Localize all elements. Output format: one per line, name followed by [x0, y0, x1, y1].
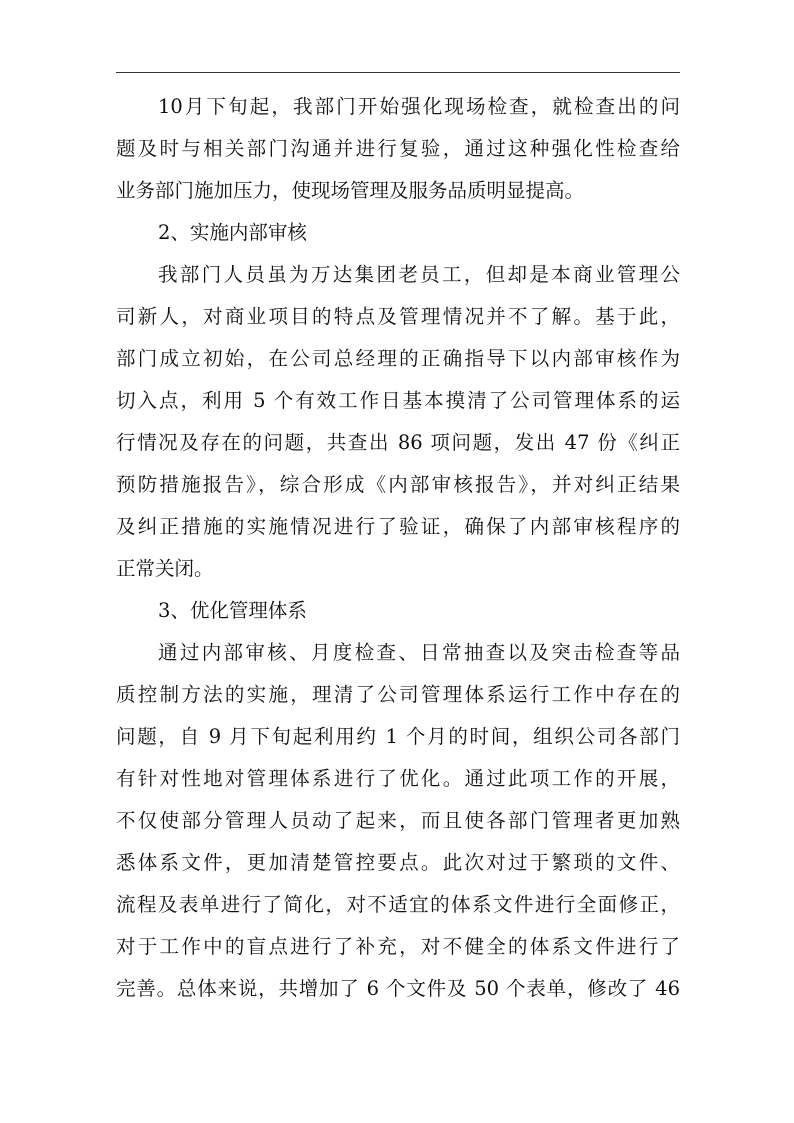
text-line: 我部门人员虽为万达集团老员工，但却是本商业管理公 [158, 263, 680, 286]
text-line: 正常关闭。 [116, 557, 214, 580]
text-line: 悉体系文件，更加清楚管控要点。此次对过于繁琐的文件、 [116, 851, 680, 874]
text-line: 3、优化管理体系 [158, 599, 307, 622]
text-line: 问题，自 9 月下旬起利用约 1 个月的时间，组织公司各部门 [116, 725, 680, 748]
text-line: 完善。总体来说，共增加了 6 个文件及 50 个表单，修改了 46 [116, 977, 680, 1000]
text-line: 2、实施内部审核 [158, 221, 307, 244]
text-line: 10月下旬起，我部门开始强化现场检查，就检查出的问 [158, 95, 680, 118]
text-line: 预防措施报告》，综合形成《内部审核报告》，并对纠正结果 [116, 473, 680, 496]
document-body [116, 86, 680, 1010]
text-line: 质控制方法的实施，理清了公司管理体系运行工作中存在的 [116, 683, 680, 706]
text-line: 司新人，对商业项目的特点及管理情况并不了解。基于此， [116, 305, 680, 328]
text-line: 流程及表单进行了简化，对不适宜的体系文件进行全面修正， [116, 893, 680, 916]
header-rule [116, 72, 680, 73]
text-line: 题及时与相关部门沟通并进行复验，通过这种强化性检查给 [116, 137, 680, 160]
text-line: 及纠正措施的实施情况进行了验证，确保了内部审核程序的 [116, 515, 680, 538]
text-line: 行情况及存在的问题，共查出 86 项问题，发出 47 份《纠正 [116, 431, 680, 454]
text-line: 切入点，利用 5 个有效工作日基本摸清了公司管理体系的运 [116, 389, 680, 412]
text-line: 对于工作中的盲点进行了补充，对不健全的体系文件进行了 [116, 935, 680, 958]
text-line: 通过内部审核、月度检查、日常抽查以及突击检查等品 [158, 641, 680, 664]
text-line: 有针对性地对管理体系进行了优化。通过此项工作的开展， [116, 767, 680, 790]
text-line: 业务部门施加压力，使现场管理及服务品质明显提高。 [116, 179, 585, 202]
text-line: 部门成立初始，在公司总经理的正确指导下以内部审核作为 [116, 347, 680, 370]
text-line: 不仅使部分管理人员动了起来，而且使各部门管理者更加熟 [116, 809, 680, 832]
